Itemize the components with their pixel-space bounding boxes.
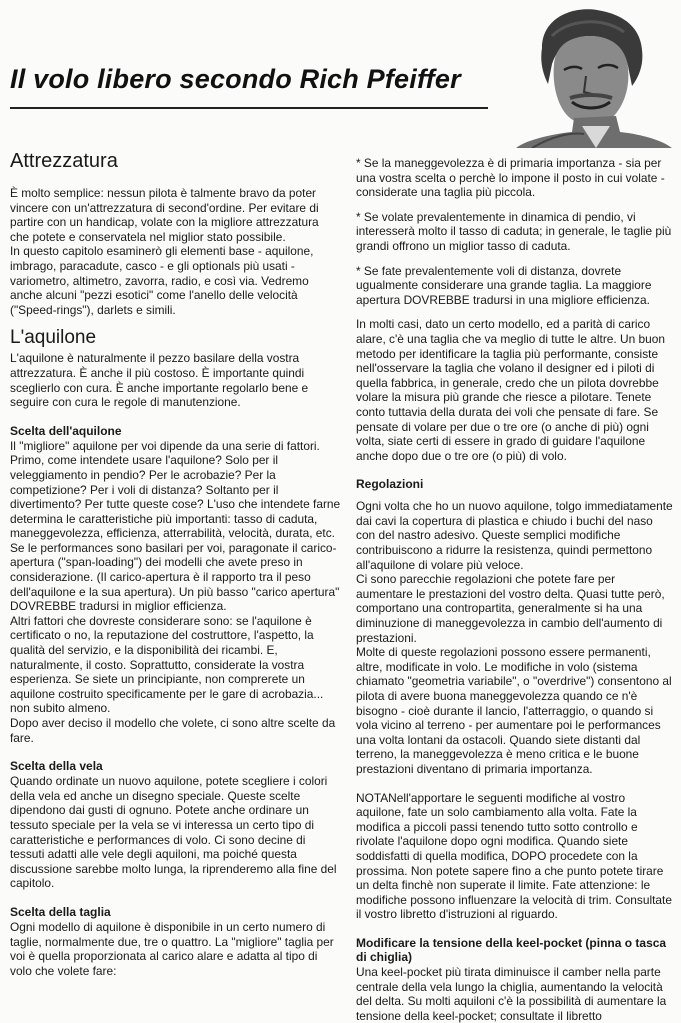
paragraph: Ogni modello di aquilone è disponibile in un certo numero di taglie, normalmente due, tre o quattro. La "migliore" taglia per voi è quella proporzionata al carico alare e adatta al tipo di volo che volete fare: (10, 919, 334, 978)
section-heading-aquilone: L'aquilone (10, 327, 97, 349)
subheading-scelta-aquilone: Scelta dell'aquilone (10, 423, 122, 438)
left-column (10, 150, 341, 978)
paragraph: Molte di queste regolazioni possono essere permanenti, altre, modificate in volo. Le modifiche in volo (sistema chiamato "geometria variabile", o "overdrive") consentono al pilota di avere buona maneggevolezza quando ce n'è bisogno - cioè durante il lancio, l'atterraggio, o quando si vola vicino al terreno - per aumentare poi le performances una volta lontani da ostacoli. Quando siete distanti dal terreno, la maneggevolezza è meno critica e le buone prestazioni diventano di primaria importanza. (356, 645, 672, 776)
bullet-item: * Se fate prevalentemente voli di distanza, dovrete ugualmente considerare una grande taglia. La maggiore apertura DOVREBBE tradursi in una migliore efficienza. (356, 263, 652, 307)
paragraph: Il "migliore" aquilone per voi dipende da una serie di fattori. (10, 438, 320, 453)
paragraph: Altri fattori che dovreste considerare sono: se l'aquilone è certificato o no, la reputazione del costruttore, l'aspetto, la qualità del servizio, e la disponibilità dei ricambi. E, naturalmente, il costo. Soprattutto, considerate la vostra esperienza. Se siete un principiante, non comprerete un aquilone costruito specificamente per le gare di acrobazia... non subito almeno. (10, 613, 324, 716)
article-title: Il volo libero secondo Rich Pfeiffer (10, 64, 461, 94)
section-heading-attrezzatura: Attrezzatura (10, 150, 118, 172)
paragraph: L'aquilone è naturalmente il pezzo basilare della vostra attrezzatura. È anche il più costoso. È importante quindi sceglierlo con cura. È anche importante regolarlo bene e seguire con cura le regole di manutenzione. (10, 351, 309, 410)
paragraph: Ogni volta che ho un nuovo aquilone, tolgo immediatamente dai cavi la copertura di plastica e chiudo i buchi del naso con del nastro adesivo. Queste semplici modifiche contribuiscono a ridurre la resistenza, quindi permettono all'aquilone di volare più veloce. (356, 499, 673, 572)
paragraph: In questo capitolo esaminerò gli elementi base - aquilone, imbrago, paracadute, casco - e gli optionals più usati - variometro, altimetro, zavorra, radio, e così via. Vedremo anche alcuni "pezzi esotici" come l'anello delle velocità ("Speed-rings"), darlets e simili. (10, 244, 314, 317)
paragraph: Primo, come intendete usare l'aquilone? Solo per il veleggiamento in pendio? Per le acrobazie? Per la competizione? Per i voli di distanza? Soltanto per il divertimento? Per tutte queste cose? L'uso che intendete farne determina le caratteristiche più importanti: tasso di caduta, maneggevolezza, efficienza, atterrabilità, velocità, durata, etc. (10, 453, 341, 541)
paragraph: In molti casi, dato un certo modello, ed a parità di carico alare, c'è una taglia che va meglio di tutte le altre. Un buon metodo per identificare la taglia più performante, consiste nell'osservare la taglia che volano il designer ed i piloti di quella fabbrica, in generale, credo che un pilota dovrebbe volare la misura più grande che riesce a pilotare. Tenete conto tuttavia della durata dei voli che pensate di fare. Se pensate di volare per due o tre ore (o anche di più) ogni volta, siate certi di essere in grado di guidare l'aquilone anche dopo due o tre ore (o più) di volo. (356, 317, 665, 463)
subheading-scelta-vela: Scelta della vela (10, 759, 103, 774)
paragraph: Quando ordinate un nuovo aquilone, potete scegliere i colori della vela ed anche un disegno speciale. Queste scelte dipendono dai gusti di ognuno. Potete anche ordinare un tessuto speciale per la vela se vi interessa un certo tipo di caratteristiche e performances di volo. Ci sono decine di tessuti adatti alle vele degli aquiloni, ma poiché questa discussione sarebbe molto lunga, la riprenderemo alla fine del capitolo. (10, 774, 337, 891)
portrait-photo (512, 6, 672, 148)
note-paragraph: NOTANell'apportare le seguenti modifiche al vostro aquilone, fate un solo cambiamento alla volta. Fate la modifica a piccoli passi tenendo tutto sotto controllo e rivolate l'aquilone dopo ogni modifica. Quando siete soddisfatti di quella modifica, DOPO procedete con la prossima. Non potete sapere fino a che punto potete tirare un delta finchè non superate il limite. Fate attenzione: le modifiche possono influenzare la velocità di trim. Consultate il vostro libretto d'istruzioni al riguardo. (356, 790, 672, 922)
paragraph: Dopo aver deciso il modello che volete, ci sono altre scelte da fare. (10, 716, 336, 745)
paragraph: Se le performances sono basilari per voi, paragonate il carico-apertura ("span-loading") dei modelli che avete preso in considerazione. (Il carico-apertura è il rapporto tra il peso dell'aquilone e la sua apertura). Un più basso "carico apertura" DOVREBBE tradursi in miglior efficienza. (10, 540, 340, 614)
subheading-regolazioni: Regolazioni (356, 477, 424, 492)
paragraph: Ci sono parecchie regolazioni che potete fare per aumentare le prestazioni del vostro delta. Quasi tutte però, comportano una contropartita, generalmente si ha una diminuzione di maneggevolezza in cambio dell'aumento di prestazioni. (356, 572, 665, 645)
paragraph: Una keel-pocket più tirata diminuisce il camber nella parte centrale della vela lungo la chiglia, aumentando la velocità del delta. Su molti aquiloni c'è la possibilità di aumentare la tensione della keel-pocket; consultate il libretto (356, 964, 667, 1023)
bullet-item: * Se volate prevalentemente in dinamica di pendio, vi interesserà molto il tasso di caduta; in generale, le taglie più grandi offrono un miglior tasso di caduta. (356, 209, 672, 253)
paragraph: È molto semplice: nessun pilota è talmente bravo da poter vincere con un'attrezzatura di second'ordine. Per evitare di partire con un handicap, volate con la migliore attrezzatura che potete e conservatela nel miglior stato possibile. (10, 186, 319, 244)
subheading-scelta-taglia: Scelta della taglia (10, 904, 111, 919)
subheading-keel-pocket: Modificare la tensione della keel-pocket (pinna o tasca di chiglia) (356, 935, 667, 964)
bullet-item: * Se la maneggevolezza è di primaria importanza - sia per una vostra scelta o perchè lo impone il posto in cui volate - considerate una taglia più piccola. (356, 156, 665, 200)
title-rule (10, 107, 488, 109)
right-column (356, 156, 674, 1023)
